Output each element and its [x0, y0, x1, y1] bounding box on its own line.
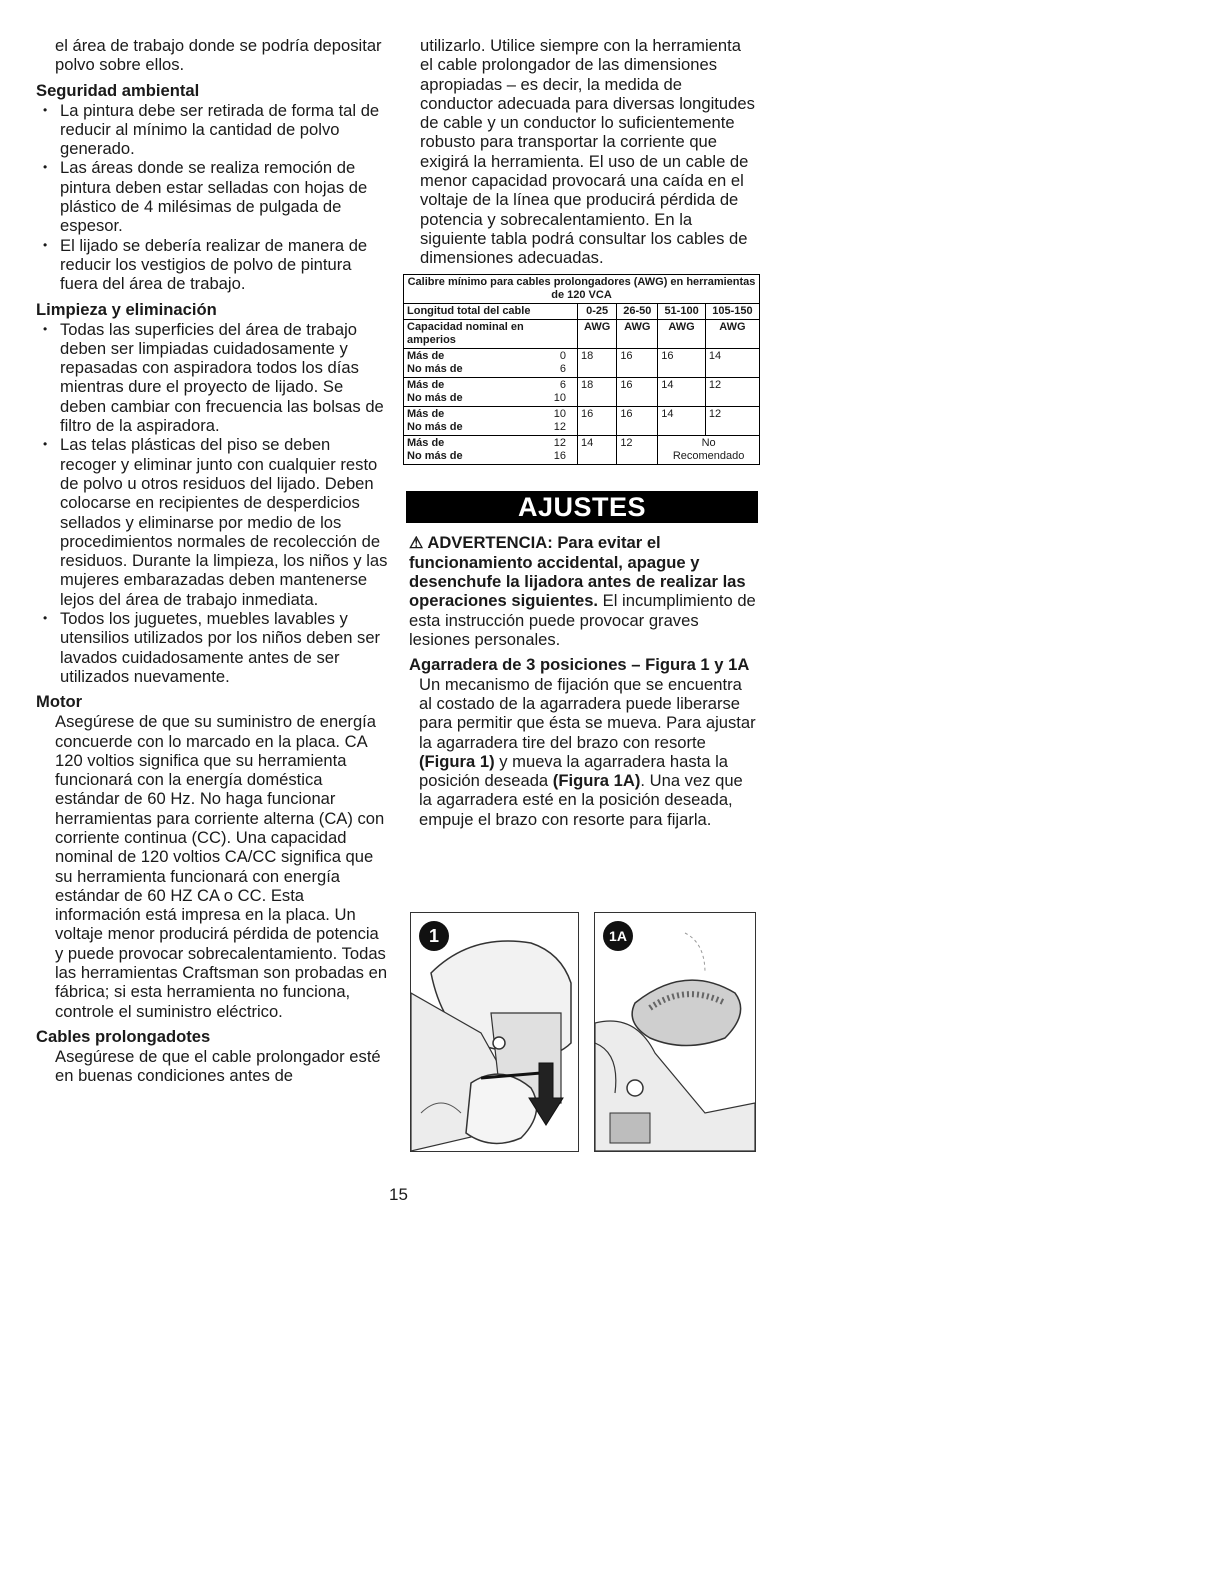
list-item: • El lijado se debería realizar de manera de reducir los vestigios de polvo de pintura fuera del área de trabajo.: [36, 236, 388, 294]
ajustes-banner: AJUSTES: [406, 491, 758, 523]
table-cell: 16: [658, 348, 706, 377]
table-caption: Calibre mínimo para cables prolongadores (AWG) en herramientas de 120 VCA: [404, 274, 760, 303]
table-cell: 12: [617, 435, 658, 464]
table-cell: 14: [578, 435, 617, 464]
table-row: [404, 406, 760, 435]
right-intro: utilizarlo. Utilice siempre con la herramienta el cable prolongador de las dimensiones apropiadas – es decir, la medida de conductor adecuada para diversas longitudes de cable y un conductor lo suficientemente robusto para transportar la corriente que exigirá la herramienta. El uso de un cable de menor capacidad provocará una caída en el voltaje de la línea que producirá pérdida de potencia y sobrecalentamiento. En la siguiente tabla podrá consultar los cables de dimensiones adecuadas.: [420, 36, 755, 268]
table-cell: 16: [617, 406, 658, 435]
cables-heading: Cables prolongadotes: [36, 1026, 211, 1046]
right-column: [403, 36, 758, 829]
table-cell: 12: [705, 406, 759, 435]
no-mas-de-label: No más de: [407, 391, 463, 404]
figure-1-badge: 1: [419, 921, 449, 951]
page-number: 15: [389, 1185, 408, 1204]
motor-body: Asegúrese de que su suministro de energía concuerde con lo marcado en la placa. CA 120 voltios significa que su herramienta funcionará con la energía doméstica estándar de 60 Hz. No haga funcionar herramientas para corriente alterna (CA) con corriente continua (CC). Una capacidad nominal de 120 voltios CA/CC significa que su herramienta funcionará con energía estándar de 60 HZ CA o CC. Esta información está impresa en la placa. Un voltaje menor producirá pérdida de potencia y puede provocar sobrecalentamiento. Todas las herramientas Craftsman son probadas en fábrica; si esta herramienta no funciona, controle el suministro eléctrico.: [55, 712, 388, 1021]
awg-1: AWG: [617, 319, 658, 348]
agarradera-text-3: . Una vez que la agarradera esté en la posición deseada, empuje el brazo con resorte para fijarla.: [419, 771, 743, 829]
table-cell: 16: [578, 406, 617, 435]
range-to: 6: [559, 362, 567, 375]
list-item: • Las áreas donde se realiza remoción de pintura deben estar selladas con hojas de plástico de 4 milésimas de pulgada de espesor.: [36, 158, 388, 235]
range-to: 16: [553, 449, 567, 462]
list-item: • Todos los juguetes, muebles lavables y utensilios utilizados por los niños deben ser lavados cuidadosamente antes de ser utilizados nuevamente.: [36, 609, 388, 686]
limpieza-list: [36, 320, 388, 687]
mas-de-label: Más de: [407, 407, 445, 420]
awg-table: [403, 274, 760, 465]
awg-3: AWG: [705, 319, 759, 348]
range-to: 12: [553, 420, 567, 433]
list-item: • Todas las superficies del área de trabajo deben ser limpiadas cuidadosamente y repasadas con aspiradora todos los días mientras dure el proyecto de lijado. Se deben cambiar con frecuencia las bolsas de filtro de la aspiradora.: [36, 320, 388, 436]
list-item: • Las telas plásticas del piso se deben recoger y eliminar junto con cualquier resto de polvo u otros residuos del lijado. Deben colocarse en recipientes de desperdicios sellados y eliminarse por medio de los procedimientos normales de recolección de residuos. Durante la limpieza, los niños y las mujeres embarazadas deben mantenerse lejos del área de trabajo inmediata.: [36, 435, 388, 609]
figure-1: [410, 912, 579, 1152]
recomendado-label: Recomendado: [672, 449, 745, 462]
list-item: • La pintura debe ser retirada de forma tal de reducir al mínimo la cantidad de polvo generado.: [36, 101, 388, 159]
rating-label: Capacidad nominal en amperios: [404, 319, 578, 348]
motor-heading: Motor: [36, 692, 83, 712]
left-column: [36, 36, 388, 1086]
warning-normal: El incumplimiento de esta instrucción puede provocar graves lesiones personales.: [409, 591, 756, 650]
awg-0: AWG: [578, 319, 617, 348]
table-cell: 12: [705, 377, 759, 406]
mas-de-label: Más de: [407, 378, 445, 391]
range-to: 10: [553, 391, 567, 404]
table-cell: 18: [578, 377, 617, 406]
table-row: [404, 435, 760, 464]
length-label: Longitud total del cable: [404, 303, 578, 319]
no-mas-de-label: No más de: [407, 420, 463, 433]
agarradera-heading: Agarradera de 3 posiciones – Figura 1 y 1A: [409, 655, 750, 675]
range-from: 10: [553, 407, 567, 420]
figure-1a-badge: 1A: [603, 921, 633, 951]
figure-1a: [594, 912, 756, 1152]
agarradera-text-1: Un mecanismo de fijación que se encuentra al costado de la agarradera puede liberarse para permitir que ésta se mueva. Para ajustar la agarradera tire del brazo con resorte: [419, 674, 756, 752]
no-label: No: [701, 436, 716, 449]
left-intro: el área de trabajo donde se podría depositar polvo sobre ellos.: [55, 36, 382, 75]
warning-paragraph: [403, 533, 758, 650]
table-row: [404, 348, 760, 377]
mas-de-label: Más de: [407, 436, 445, 449]
figura-1a-ref: (Figura 1A): [552, 771, 641, 791]
length-1: 26-50: [617, 303, 658, 319]
figures: [410, 912, 756, 1152]
no-mas-de-label: No más de: [407, 449, 463, 462]
warning-bold: ADVERTENCIA: Para evitar el funcionamiento accidental, apague y desenchufe la lijadora antes de realizar las operaciones siguientes.: [409, 532, 746, 611]
length-2: 51-100: [658, 303, 706, 319]
agarradera-text-2: y mueva la agarradera hasta la posición deseada: [419, 751, 728, 791]
figura-1-ref: (Figura 1): [419, 751, 495, 771]
table-row: [404, 377, 760, 406]
range-from: 0: [559, 349, 567, 362]
range-from: 6: [559, 378, 567, 391]
agarradera-body: [403, 675, 758, 829]
table-cell: 16: [617, 377, 658, 406]
table-cell: 14: [658, 377, 706, 406]
range-from: 12: [553, 436, 567, 449]
not-recommended-cell: [658, 435, 760, 464]
warning-triangle-icon: ⚠: [409, 534, 424, 552]
seguridad-heading: Seguridad ambiental: [36, 80, 200, 100]
table-cell: 16: [617, 348, 658, 377]
table-cell: 18: [578, 348, 617, 377]
table-cell: 14: [658, 406, 706, 435]
mas-de-label: Más de: [407, 349, 445, 362]
length-3: 105-150: [705, 303, 759, 319]
seguridad-list: [36, 101, 388, 294]
table-cell: 14: [705, 348, 759, 377]
awg-2: AWG: [658, 319, 706, 348]
no-mas-de-label: No más de: [407, 362, 463, 375]
limpieza-heading: Limpieza y eliminación: [36, 299, 217, 319]
length-0: 0-25: [578, 303, 617, 319]
cables-body: Asegúrese de que el cable prolongador esté en buenas condiciones antes de: [55, 1046, 381, 1086]
